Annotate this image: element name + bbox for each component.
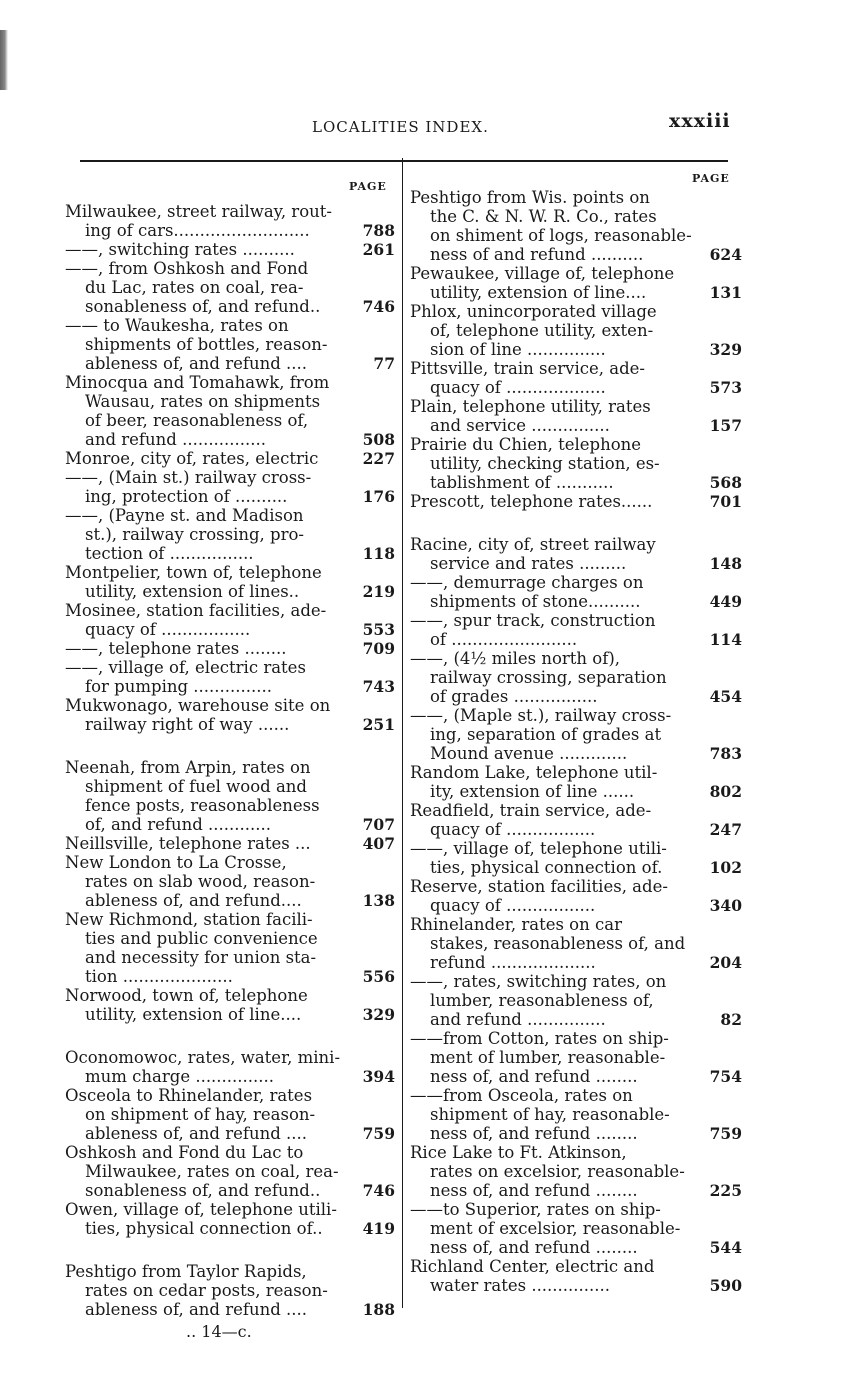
- index-entry: [410, 915, 742, 972]
- index-entry-page: 701: [709, 492, 742, 511]
- index-entry-page: 138: [362, 891, 395, 910]
- index-entry-page: 102: [709, 858, 742, 877]
- index-entry-line: Osceola to Rhinelander, rates: [65, 1086, 313, 1105]
- index-entry-page: 556: [362, 967, 395, 986]
- index-entry-page: 783: [709, 744, 742, 763]
- index-entry-page: 114: [709, 630, 742, 649]
- index-entry: [410, 649, 742, 706]
- index-entry-line: shipments of stone..........: [430, 592, 641, 611]
- index-entry-page: 802: [709, 782, 742, 801]
- index-entry-line: Random Lake, telephone util-: [410, 763, 658, 782]
- index-entry: [410, 1143, 742, 1200]
- right-index-column: [410, 188, 742, 1295]
- running-title: LOCALITIES INDEX.: [312, 118, 489, 136]
- index-entry: [65, 563, 395, 601]
- index-entry: [65, 449, 395, 468]
- index-entry: [410, 877, 742, 915]
- index-entry-line: of, telephone utility, exten-: [430, 321, 654, 340]
- index-entry-line: Mukwonago, warehouse site on: [65, 696, 331, 715]
- index-entry-line: ment of lumber, reasonable-: [430, 1048, 666, 1067]
- index-entry-line: Owen, village of, telephone utili-: [65, 1200, 337, 1219]
- index-entry-line: Rice Lake to Ft. Atkinson,: [410, 1143, 627, 1162]
- index-entry-line: ing, protection of ..........: [85, 487, 288, 506]
- index-entry-line: service and rates .........: [430, 554, 627, 573]
- index-entry-line: shipment of hay, reasonable-: [430, 1105, 670, 1124]
- index-entry: [65, 506, 395, 563]
- index-entry-line: st.), railway crossing, pro-: [85, 525, 304, 544]
- index-entry-line: Neenah, from Arpin, rates on: [65, 758, 311, 777]
- index-entry-line: ——, village of, telephone utili-: [410, 839, 667, 858]
- index-entry-page: 188: [362, 1300, 395, 1319]
- index-entry-page: 77: [373, 354, 395, 373]
- index-entry-page: 746: [362, 1181, 395, 1200]
- index-entry-line: Milwaukee, rates on coal, rea-: [85, 1162, 339, 1181]
- index-entry-line: the C. & N. W. R. Co., rates: [430, 207, 657, 226]
- letter-section-gap: [65, 1024, 395, 1048]
- index-entry-line: ——, demurrage charges on: [410, 573, 644, 592]
- index-entry-page: 157: [709, 416, 742, 435]
- index-entry-line: quacy of .................: [430, 820, 596, 839]
- index-entry-page: 553: [362, 620, 395, 639]
- index-entry-line: quacy of .................: [430, 896, 596, 915]
- left-index-column: [65, 202, 395, 1319]
- index-entry-line: Minocqua and Tomahawk, from: [65, 373, 330, 392]
- index-entry: [65, 373, 395, 449]
- index-entry-page: 329: [709, 340, 742, 359]
- index-entry: [65, 658, 395, 696]
- index-entry-line: and refund ...............: [430, 1010, 606, 1029]
- index-entry-page: 709: [362, 639, 395, 658]
- index-entry-line: Readfield, train service, ade-: [410, 801, 652, 820]
- index-entry: [65, 910, 395, 986]
- index-entry-line: ties and public convenience: [85, 929, 318, 948]
- scan-edge-mark: [0, 30, 8, 90]
- index-entry: [410, 492, 742, 511]
- index-entry-page: 225: [709, 1181, 742, 1200]
- index-entry-line: ableness of, and refund ....: [85, 354, 308, 373]
- index-entry-line: Wausau, rates on shipments: [85, 392, 321, 411]
- index-entry-page: 707: [362, 815, 395, 834]
- index-entry: [65, 986, 395, 1024]
- index-entry: [410, 302, 742, 359]
- index-entry-line: ——to Superior, rates on ship-: [410, 1200, 661, 1219]
- index-entry-line: Prescott, telephone rates......: [410, 492, 653, 511]
- index-entry-line: ableness of, and refund ....: [85, 1124, 308, 1143]
- index-entry-page: 118: [362, 544, 395, 563]
- index-entry-page: 573: [709, 378, 742, 397]
- index-entry: [65, 853, 395, 910]
- index-entry-line: Oconomowoc, rates, water, mini-: [65, 1048, 341, 1067]
- index-entry-line: ness of and refund ..........: [430, 245, 644, 264]
- index-entry-page: 394: [362, 1067, 395, 1086]
- letter-section-gap: [65, 734, 395, 758]
- index-entry-line: Neillsville, telephone rates ...: [65, 834, 311, 853]
- index-entry-line: sonableness of, and refund..: [85, 297, 321, 316]
- index-entry-line: ment of excelsior, reasonable-: [430, 1219, 681, 1238]
- index-entry-page: 82: [720, 1010, 742, 1029]
- index-entry-line: Richland Center, electric and: [410, 1257, 655, 1276]
- index-entry: [410, 972, 742, 1029]
- index-entry-page: 251: [362, 715, 395, 734]
- index-entry-page: 407: [362, 834, 395, 853]
- index-entry-line: New Richmond, station facili-: [65, 910, 313, 929]
- index-entry: [410, 1086, 742, 1143]
- index-entry-line: Prairie du Chien, telephone: [410, 435, 642, 454]
- index-entry: [65, 468, 395, 506]
- index-entry-page: 754: [709, 1067, 742, 1086]
- index-entry: [410, 188, 742, 264]
- index-entry: [410, 763, 742, 801]
- index-entry-line: ——, village of, electric rates: [65, 658, 306, 677]
- index-entry: [410, 801, 742, 839]
- index-entry: [65, 240, 395, 259]
- index-entry: [65, 758, 395, 834]
- index-entry-line: utility, extension of lines..: [85, 582, 300, 601]
- index-entry-line: sion of line ...............: [430, 340, 606, 359]
- column-divider: [402, 158, 403, 1308]
- index-entry-line: and service ...............: [430, 416, 610, 435]
- index-entry-line: ing, separation of grades at: [430, 725, 662, 744]
- index-entry-line: ——, rates, switching rates, on: [410, 972, 667, 991]
- index-entry-line: Oshkosh and Fond du Lac to: [65, 1143, 304, 1162]
- index-entry-page: 788: [362, 221, 395, 240]
- index-entry: [65, 1143, 395, 1200]
- index-entry-line: Milwaukee, street railway, rout-: [65, 202, 332, 221]
- index-entry-line: ——, (4½ miles north of),: [410, 649, 621, 668]
- index-entry-line: ableness of, and refund....: [85, 891, 302, 910]
- index-entry: [65, 202, 395, 240]
- index-entry-line: Mosinee, station facilities, ade-: [65, 601, 327, 620]
- index-entry-line: Pewaukee, village of, telephone: [410, 264, 675, 283]
- index-entry: [65, 259, 395, 316]
- index-entry-line: fence posts, reasonableness: [85, 796, 320, 815]
- index-entry-page: 419: [362, 1219, 395, 1238]
- index-entry-page: 508: [362, 430, 395, 449]
- index-entry-line: railway right of way ......: [85, 715, 290, 734]
- index-entry-line: Rhinelander, rates on car: [410, 915, 622, 934]
- index-entry-line: Peshtigo from Wis. points on: [410, 188, 650, 207]
- index-entry-line: ableness of, and refund ....: [85, 1300, 308, 1319]
- index-entry-line: ties, physical connection of.: [430, 858, 663, 877]
- index-entry-line: ity, extension of line ......: [430, 782, 635, 801]
- index-entry-line: ——, from Oshkosh and Fond: [65, 259, 309, 278]
- index-entry-page: 590: [709, 1276, 742, 1295]
- index-entry-line: Monroe, city of, rates, electric: [65, 449, 319, 468]
- left-page-column-header: PAGE: [349, 180, 387, 193]
- index-entry-page: 454: [709, 687, 742, 706]
- index-entry-line: tion .....................: [85, 967, 233, 986]
- index-entry-line: of ........................: [430, 630, 578, 649]
- index-entry-page: 131: [709, 283, 742, 302]
- index-entry-line: of, and refund ............: [85, 815, 271, 834]
- index-entry-line: water rates ...............: [430, 1276, 610, 1295]
- index-entry-page: 227: [362, 449, 395, 468]
- index-entry: [65, 696, 395, 734]
- index-entry: [65, 639, 395, 658]
- index-entry-line: of grades ................: [430, 687, 598, 706]
- index-entry-line: Plain, telephone utility, rates: [410, 397, 651, 416]
- index-entry-line: ness of, and refund ........: [430, 1181, 638, 1200]
- index-entry-line: utility, checking station, es-: [430, 454, 660, 473]
- index-entry-page: 148: [709, 554, 742, 573]
- index-entry-line: and refund ................: [85, 430, 267, 449]
- letter-section-gap: [410, 511, 742, 535]
- index-entry-line: ness of, and refund ........: [430, 1238, 638, 1257]
- index-entry: [65, 1086, 395, 1143]
- index-entry: [410, 839, 742, 877]
- index-entry-line: stakes, reasonableness of, and: [430, 934, 686, 953]
- index-entry-page: 544: [709, 1238, 742, 1257]
- index-entry-line: tection of ................: [85, 544, 254, 563]
- index-entry: [410, 1257, 742, 1295]
- index-entry: [410, 611, 742, 649]
- index-entry-line: ——, switching rates ..........: [65, 240, 295, 259]
- index-entry-page: 759: [709, 1124, 742, 1143]
- index-entry-line: rates on cedar posts, reason-: [85, 1281, 328, 1300]
- index-entry-page: 219: [362, 582, 395, 601]
- index-entry-page: 247: [709, 820, 742, 839]
- index-entry-page: 743: [362, 677, 395, 696]
- page-number: xxxiii: [669, 110, 731, 132]
- index-entry-line: utility, extension of line....: [85, 1005, 302, 1024]
- index-entry-page: 204: [709, 953, 742, 972]
- index-entry-line: on shiment of logs, reasonable-: [430, 226, 692, 245]
- index-entry-page: 176: [362, 487, 395, 506]
- right-page-column-header: PAGE: [692, 172, 730, 185]
- index-entry-line: quacy of .................: [85, 620, 251, 639]
- index-entry-line: ——from Osceola, rates on: [410, 1086, 633, 1105]
- index-entry: [65, 834, 395, 853]
- index-entry-line: ness of, and refund ........: [430, 1124, 638, 1143]
- index-entry-line: ——from Cotton, rates on ship-: [410, 1029, 669, 1048]
- index-entry: [65, 1262, 395, 1319]
- index-entry-line: Montpelier, town of, telephone: [65, 563, 322, 582]
- index-entry: [410, 535, 742, 573]
- index-entry-line: Norwood, town of, telephone: [65, 986, 308, 1005]
- index-entry-line: New London to La Crosse,: [65, 853, 287, 872]
- index-entry: [65, 601, 395, 639]
- index-entry: [65, 1200, 395, 1238]
- index-entry-line: ——, spur track, construction: [410, 611, 656, 630]
- index-entry-page: 746: [362, 297, 395, 316]
- index-entry: [410, 706, 742, 763]
- index-entry-line: Reserve, station facilities, ade-: [410, 877, 668, 896]
- index-entry-line: Peshtigo from Taylor Rapids,: [65, 1262, 307, 1281]
- index-entry-line: and necessity for union sta-: [85, 948, 317, 967]
- index-entry-line: shipments of bottles, reason-: [85, 335, 328, 354]
- index-entry-line: refund ....................: [430, 953, 596, 972]
- index-entry-line: tablishment of ...........: [430, 473, 614, 492]
- index-entry-line: ——, (Payne st. and Madison: [65, 506, 304, 525]
- letter-section-gap: [65, 1238, 395, 1262]
- index-entry-page: 449: [709, 592, 742, 611]
- index-entry-line: quacy of ...................: [430, 378, 606, 397]
- index-entry-line: lumber, reasonableness of,: [430, 991, 654, 1010]
- printer-signature: .. 14—c.: [186, 1322, 252, 1341]
- index-entry: [65, 1048, 395, 1086]
- index-entry-page: 340: [709, 896, 742, 915]
- index-entry-line: shipment of fuel wood and: [85, 777, 307, 796]
- index-entry-page: 624: [709, 245, 742, 264]
- index-entry-page: 261: [362, 240, 395, 259]
- index-entry-line: sonableness of, and refund..: [85, 1181, 321, 1200]
- index-entry: [410, 264, 742, 302]
- index-entry-page: 329: [362, 1005, 395, 1024]
- index-entry-line: railway crossing, separation: [430, 668, 667, 687]
- index-entry-line: rates on slab wood, reason-: [85, 872, 316, 891]
- index-entry-line: on shipment of hay, reason-: [85, 1105, 316, 1124]
- index-entry: [410, 1029, 742, 1086]
- index-entry: [410, 397, 742, 435]
- index-entry-line: ness of, and refund ........: [430, 1067, 638, 1086]
- index-entry-line: utility, extension of line....: [430, 283, 647, 302]
- index-entry: [410, 359, 742, 397]
- index-entry: [410, 1200, 742, 1257]
- index-entry-line: rates on excelsior, reasonable-: [430, 1162, 685, 1181]
- index-entry-line: Phlox, unincorporated village: [410, 302, 657, 321]
- index-entry: [410, 573, 742, 611]
- index-entry: [65, 316, 395, 373]
- index-entry-line: —— to Waukesha, rates on: [65, 316, 289, 335]
- index-entry-line: Pittsville, train service, ade-: [410, 359, 645, 378]
- index-entry-page: 568: [709, 473, 742, 492]
- header-rule: [80, 160, 728, 162]
- index-entry-line: du Lac, rates on coal, rea-: [85, 278, 304, 297]
- index-entry-line: Racine, city of, street railway: [410, 535, 656, 554]
- index-entry-line: of beer, reasonableness of,: [85, 411, 309, 430]
- index-entry-line: ing of cars..........................: [85, 221, 310, 240]
- index-entry-line: mum charge ...............: [85, 1067, 275, 1086]
- index-entry-line: Mound avenue .............: [430, 744, 628, 763]
- index-entry-page: 759: [362, 1124, 395, 1143]
- index-entry-line: ——, telephone rates ........: [65, 639, 287, 658]
- index-entry-line: ——, (Main st.) railway cross-: [65, 468, 312, 487]
- index-entry-line: ties, physical connection of..: [85, 1219, 323, 1238]
- index-entry-line: ——, (Maple st.), railway cross-: [410, 706, 672, 725]
- index-entry-line: for pumping ...............: [85, 677, 272, 696]
- index-entry: [410, 435, 742, 492]
